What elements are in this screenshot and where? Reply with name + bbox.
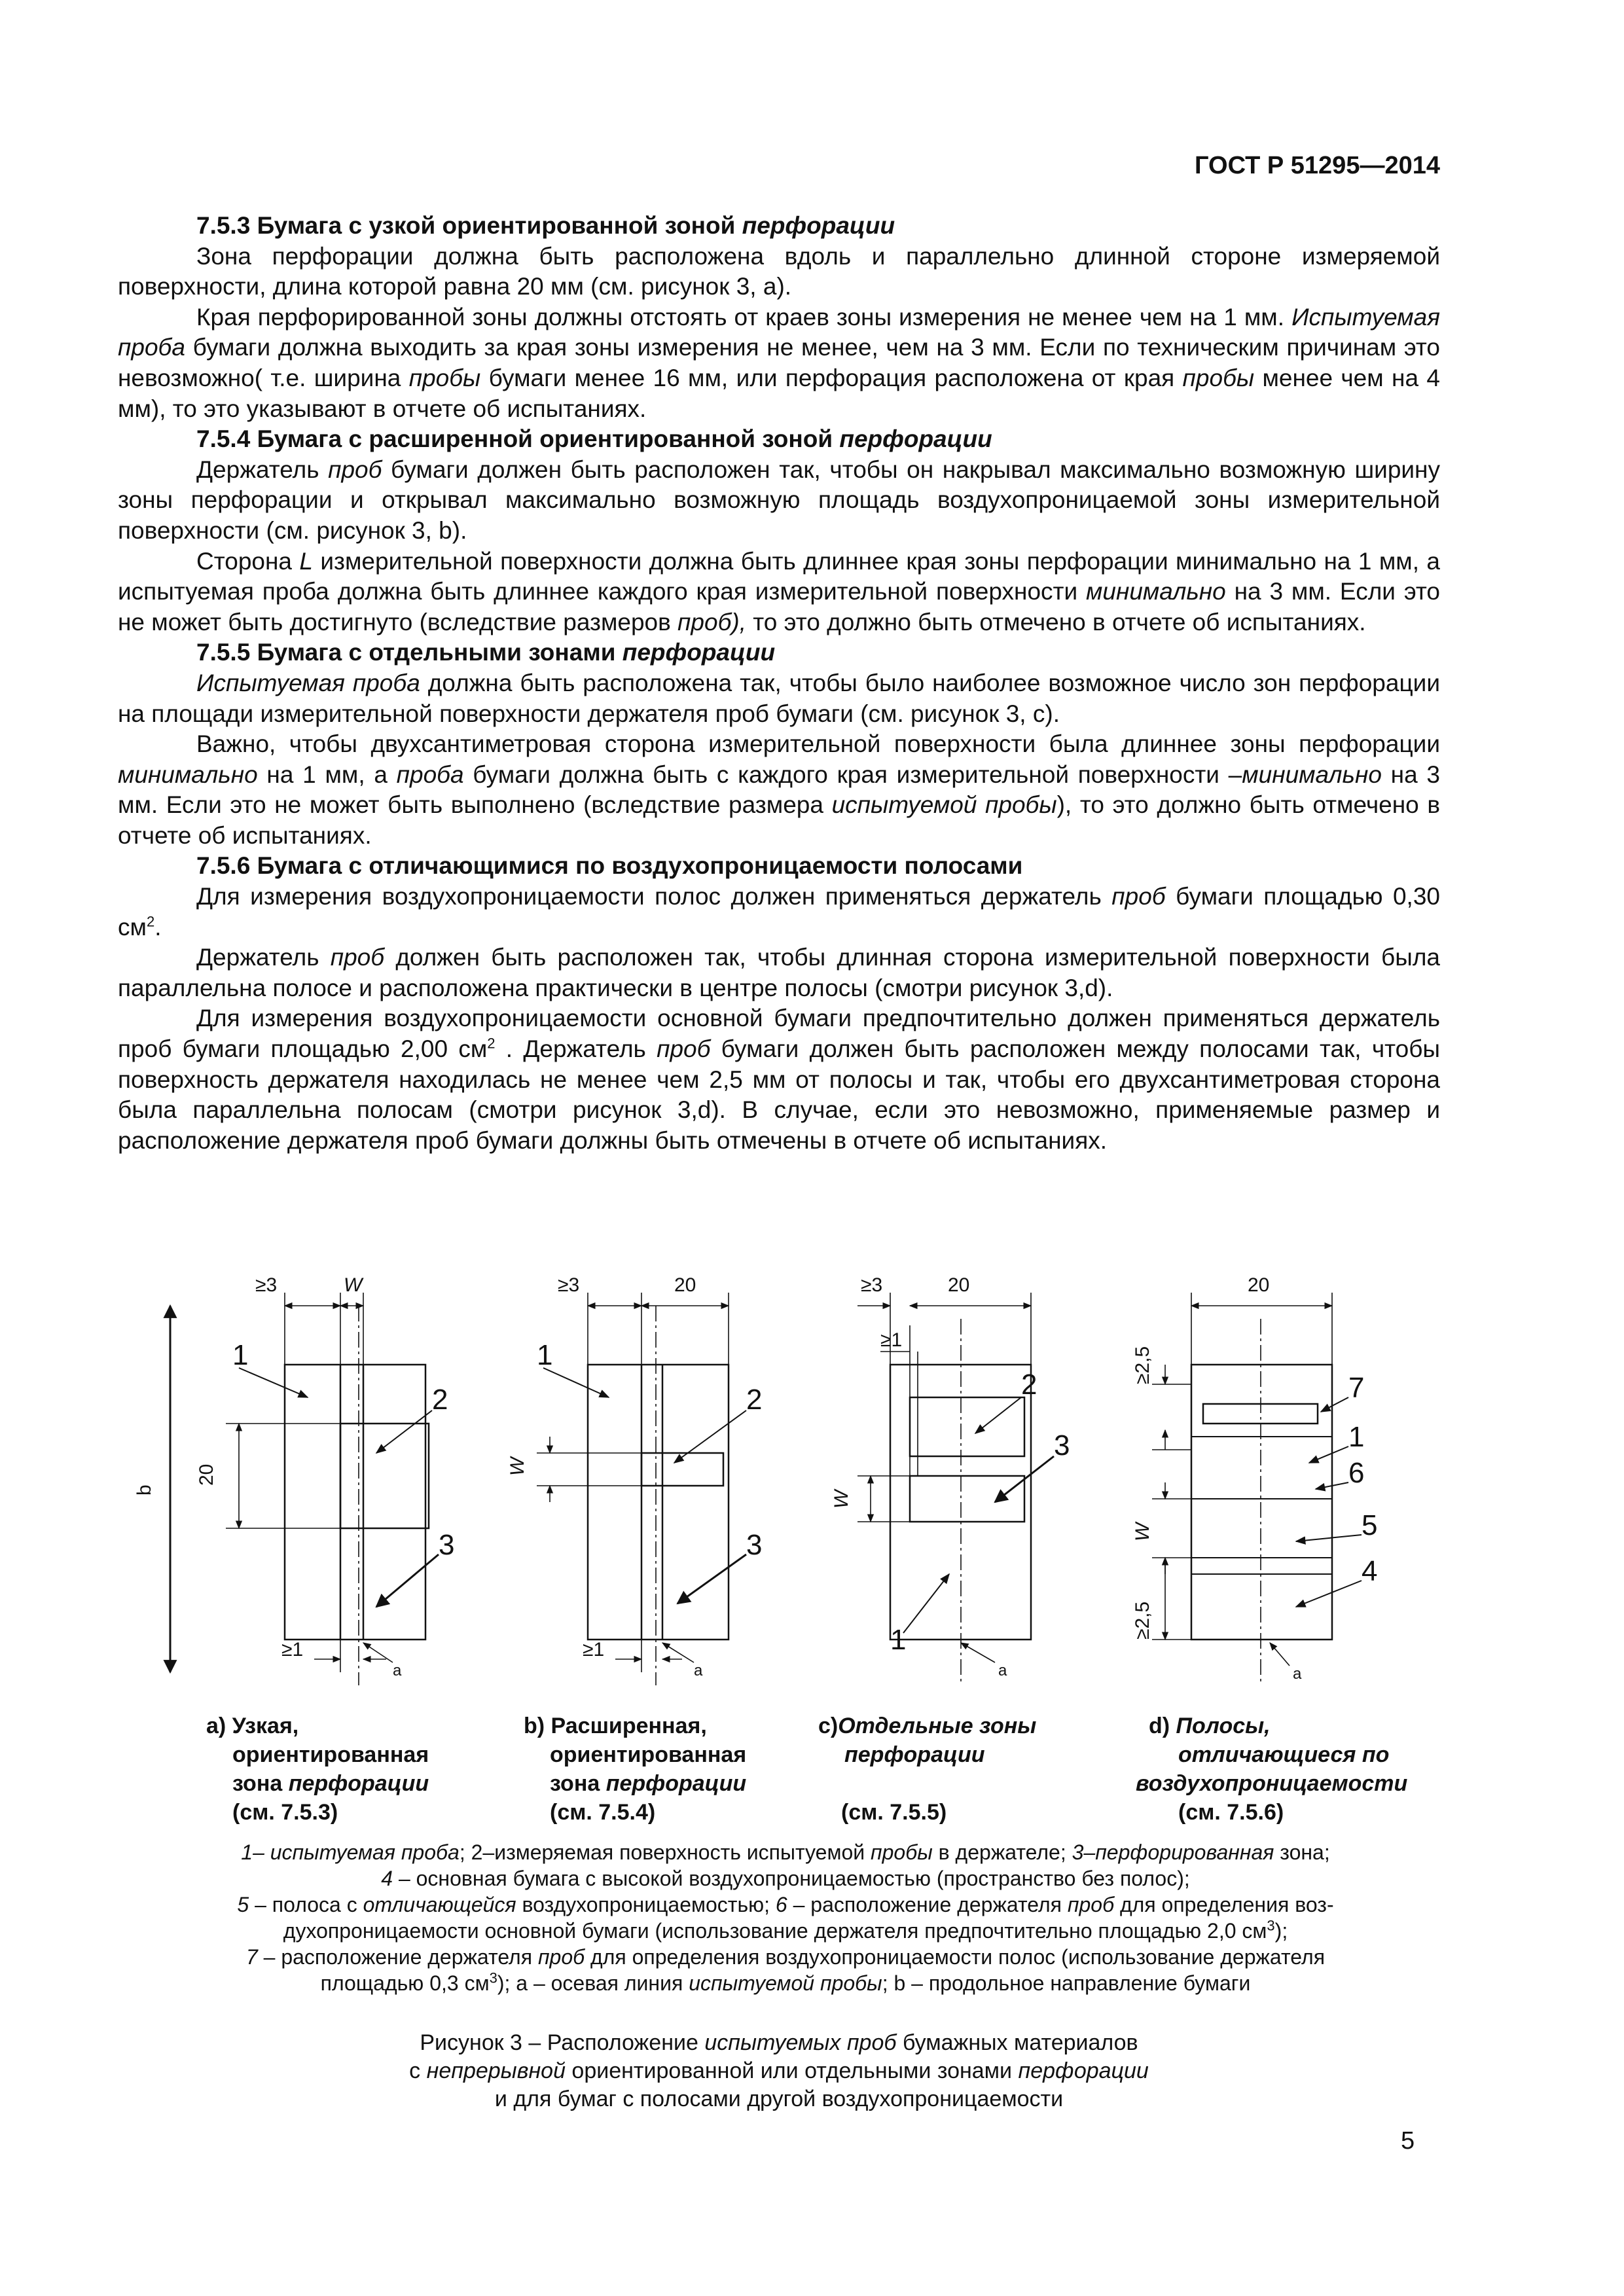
callout-6: 6 <box>1348 1457 1365 1489</box>
label-20: 20 <box>948 1274 970 1296</box>
label-ge1: ≥1 <box>281 1639 304 1660</box>
section-heading: 7.5.5 Бумага с отдельными зонами перфорации <box>196 639 776 666</box>
label-a: a <box>393 1662 402 1679</box>
label-w: W <box>344 1274 363 1296</box>
paragraph: Для измерения воздухопроницаемости основной бумаги предпочтительно должен применяться держатель проб бумаги площадью 2,00 $см^2$ . Держатель проб бумаги должен быть расположен между полосами так, чтобы поверхность держателя находилась не менее чем 2,5 мм от полосы и так, чтобы его двухсантиметровая сторона была параллельна полосам (смотри рисунок 3,d). В случае, если это невозможно, применяемые размер и расположение держателя проб бумаги должны быть отмечены в отчете об испытаниях. <box>118 1005 1440 1154</box>
callout-3: 3 <box>746 1529 763 1561</box>
callout-2: 2 <box>1021 1369 1038 1401</box>
paragraph: Зона перфорации должна быть расположена вдоль и параллельно длинной стороне измеряемой поверхности, длина которой равна 20 мм (см. рисунок 3, а). <box>118 242 1440 300</box>
paragraph: Важно, чтобы двухсантиметровая сторона измерительной поверхности была длиннее зоны перфорации минимально на 1 мм, а проба бумаги должна быть с каждого края измерительной поверхности –минимально на 3 мм. Если это не может быть выполнено (вследствие размера испытуемой пробы), то это должно быть отмечено в отчете об испытаниях. <box>118 730 1440 849</box>
label-ge3: ≥3 <box>558 1274 580 1296</box>
diagram-b <box>537 1293 746 1685</box>
document-body <box>118 211 1440 1156</box>
label-ge25: ≥2,5 <box>1132 1601 1153 1640</box>
label-20: 20 <box>196 1463 217 1486</box>
legend-line: духопроницаемости основной бумаги (использование держателя предпочтительно площадью 2,0 $см^3$); <box>283 1917 1288 1943</box>
section-heading: 7.5.6 Бумага с отличающимися по воздухопроницаемости полосами <box>196 852 1023 880</box>
label-b: b <box>134 1484 155 1496</box>
label-a: a <box>998 1662 1007 1679</box>
label-w: W <box>507 1457 528 1476</box>
section-heading: 7.5.3 Бумага с узкой ориентированной зоной перфорации <box>196 212 895 239</box>
callout-1: 1 <box>537 1339 553 1371</box>
paragraph: Держатель проб бумаги должен быть расположен так, чтобы он накрывал максимально возможную ширину зоны перфорации и открывал максимально возможную площадь воздухопроницаемой зоны измерительной поверхности (см. рисунок 3, b). <box>118 456 1440 544</box>
label-20: 20 <box>674 1274 696 1296</box>
callout-5: 5 <box>1362 1509 1378 1541</box>
label-ge3: ≥3 <box>255 1274 278 1296</box>
callout-2: 2 <box>432 1384 448 1416</box>
label-w: W <box>1132 1522 1153 1541</box>
label-ge1: ≥1 <box>880 1329 903 1351</box>
paragraph: Испытуемая проба должна быть расположена так, чтобы было наиболее возможное число зон перфорации на площади измерительной поверхности держателя проб бумаги (см. рисунок 3, с). <box>118 669 1440 727</box>
figure-legend <box>105 1839 1466 1996</box>
caption-b: b) Расширенная, ориентированная зона перфорации (см. 7.5.4) <box>524 1713 747 1825</box>
legend-line: 7 – расположение держателя проб для определения воздухопроницаемости полос (использование держателя <box>245 1945 1326 1969</box>
callout-1: 1 <box>890 1624 907 1656</box>
caption-d: d) Полосы, отличающиеся по воздухопроницаемости (см. 7.5.6) <box>1136 1713 1408 1825</box>
callout-3: 3 <box>1054 1429 1070 1462</box>
label-20: 20 <box>1248 1274 1270 1296</box>
callout-1: 1 <box>232 1339 249 1371</box>
diagram-a <box>170 1293 439 1685</box>
label-a: a <box>1293 1665 1302 1683</box>
label-ge25: ≥2,5 <box>1132 1346 1153 1384</box>
document-header: ГОСТ Р 51295—2014 <box>1195 152 1440 179</box>
legend-line: 5 – полоса с отличающейся воздухопроницаемостью; 6 – расположение держателя проб для определения воз- <box>237 1893 1334 1916</box>
callout-2: 2 <box>746 1384 763 1416</box>
caption-a: a) Узкая, ориентированная зона перфорации (см. 7.5.3) <box>206 1713 429 1825</box>
paragraph: Края перфорированной зоны должны отстоять от краев зоны измерения не менее чем на 1 мм. Испытуемая проба бумаги должна выходить за края зоны измерения не менее, чем на 3 мм. Если по техническим причинам это невозможно( т.е. ширина пробы бумаги менее 16 мм, или перфорация расположена от края пробы менее чем на 4 мм), то это указывают в отчете об испытаниях. <box>118 303 1440 422</box>
label-ge1: ≥1 <box>583 1639 605 1660</box>
legend-line: 1– испытуемая проба; 2–измеряемая поверхность испытуемой пробы в держателе; 3–перфорированная зона; <box>241 1840 1330 1864</box>
diagram-d <box>1152 1293 1365 1685</box>
callout-7: 7 <box>1348 1372 1365 1404</box>
paragraph: Держатель проб должен быть расположен так, чтобы длинная сторона измерительной поверхности была параллельна полосе и расположена практически в центре полосы (смотри рисунок 3,d). <box>118 944 1440 1001</box>
section-heading: 7.5.4 Бумага с расширенной ориентированной зоной перфорации <box>196 425 992 453</box>
label-w: W <box>831 1490 852 1509</box>
legend-line: 4 – основная бумага с высокой воздухопроницаемостью (пространство без полос); <box>381 1867 1190 1890</box>
figure-3-drawings <box>118 1266 1440 1712</box>
label-ge3: ≥3 <box>861 1274 883 1296</box>
callout-1: 1 <box>1348 1421 1365 1453</box>
figure-title: Рисунок 3 – Расположение испытуемых проб бумажных материалов с непрерывной ориентированной или отдельными зонами перфорации и для бумаг с полосами другой воздухопроницаемости <box>409 2030 1149 2111</box>
paragraph: Сторона L измерительной поверхности должна быть длиннее края зоны перфорации минимально на 1 мм, а испытуемая проба должна быть длиннее каждого края измерительной поверхности минимально на 3 мм. Если это не может быть достигнуто (вследствие размеров проб), то это должно быть отмечено в отчете об испытаниях. <box>118 547 1440 636</box>
caption-c: с)Отдельные зоны перфорации (см. 7.5.5) <box>818 1713 1037 1825</box>
paragraph: Для измерения воздухопроницаемости полос должен применяться держатель проб бумаги площадью 0,30 $см^2$. <box>118 883 1440 941</box>
page-number: 5 <box>1401 2127 1415 2155</box>
callout-4: 4 <box>1362 1555 1378 1587</box>
callout-3: 3 <box>439 1529 455 1561</box>
label-a: a <box>694 1662 703 1679</box>
diagram-c <box>857 1293 1054 1685</box>
legend-line: площадью 0,3 $см^3$); a – осевая линия испытуемой пробы; b – продольное направление бумаги <box>320 1969 1251 1995</box>
